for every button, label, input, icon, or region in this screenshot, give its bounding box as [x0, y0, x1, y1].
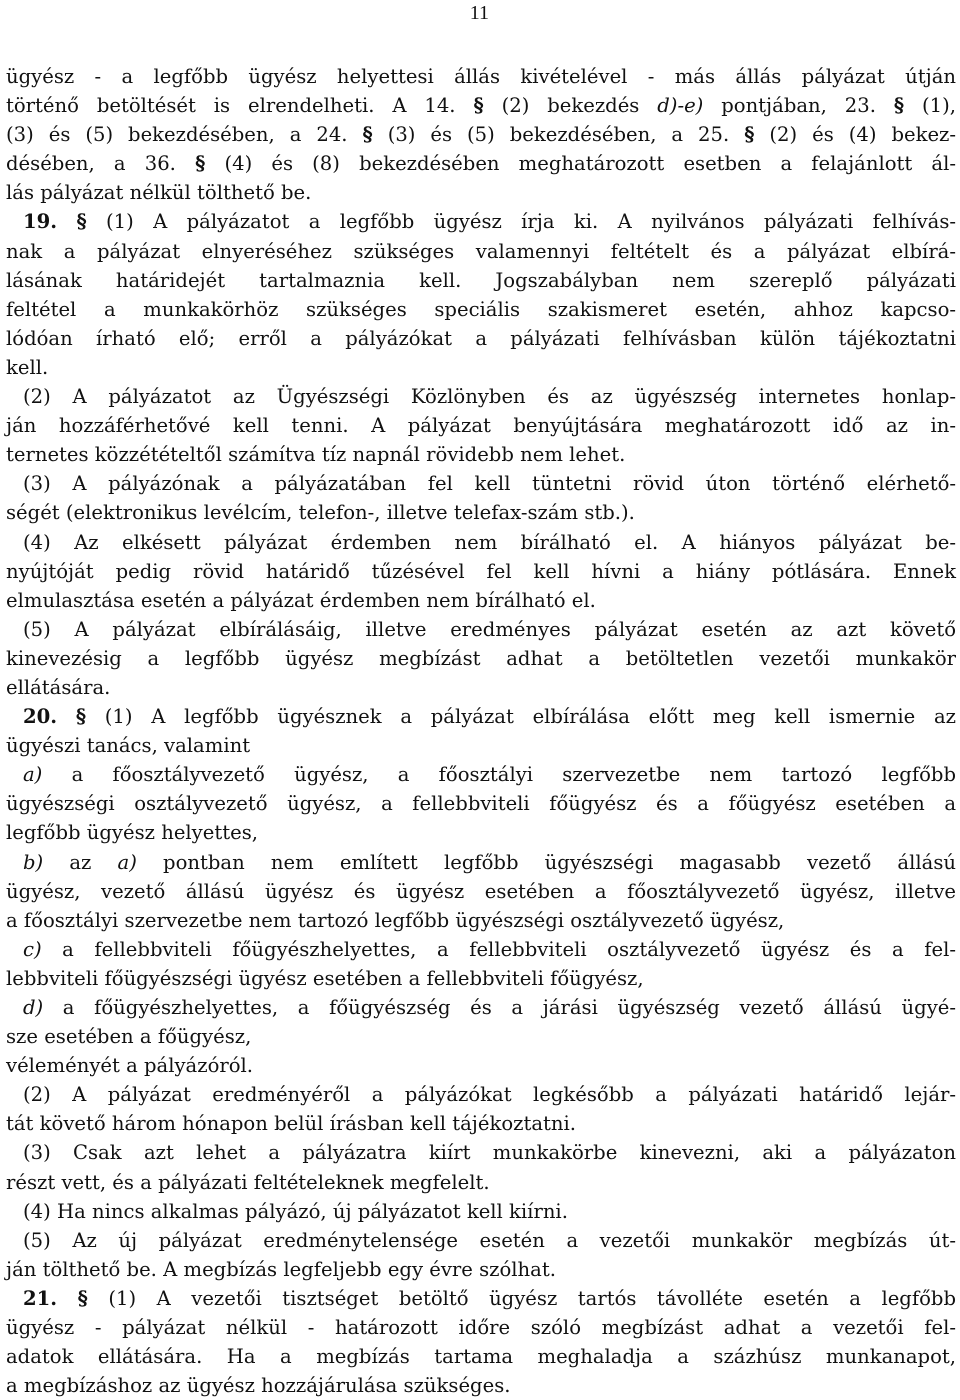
text-run: a fellebbviteli főügyészhelyettes, a fellebbviteli osztályvezető ügyész és a fel- — [41, 937, 956, 961]
text-run: lebbviteli főügyészségi ügyész esetében a fellebbviteli főügyész, — [6, 966, 644, 990]
text-run: (4) Ha nincs alkalmas pályázó, új pályázatot kell kiírni. — [23, 1199, 568, 1223]
text-run — [57, 705, 76, 728]
text-run: (3) A pályázónak a pályázatában fel kell tüntetni rövid úton történő elérhető- — [23, 472, 956, 496]
text-line — [6, 993, 956, 1022]
text-run: (1) A vezetői tisztséget betöltő ügyész tartós távolléte esetén a legfőbb — [87, 1286, 956, 1310]
text-line — [6, 62, 956, 91]
text-line — [6, 91, 956, 120]
text-line — [6, 469, 956, 498]
italic-point-label: a) — [23, 763, 43, 787]
section-sign: § — [75, 705, 87, 729]
italic-point-label: d) — [23, 996, 44, 1019]
text-run: ügyész - pályázat nélkül - határozott időre szóló megbízást adhat a vezetői fel- — [6, 1316, 956, 1340]
italic-point-label: a) — [117, 850, 137, 874]
text-run: nyújtóját pedig rövid határidő tűzésével fel kell hívni a hiány pótlására. Ennek — [6, 559, 956, 583]
text-run: ügyészségi osztályvezető ügyész, a fellebbviteli főügyész és a főügyész esetében a — [6, 792, 956, 816]
italic-point-label: b) — [23, 850, 44, 874]
text-line — [6, 207, 956, 236]
section-number: 21. — [23, 1286, 58, 1310]
text-run: (1) A pályázatot a legfőbb ügyész írja ki. A nyilvános pályázati felhívás- — [86, 210, 956, 234]
text-line — [6, 557, 956, 586]
text-line — [6, 731, 956, 760]
text-line — [6, 906, 956, 935]
text-run: (2) A pályázatot az Ügyészségi Közlönyben és az ügyészség internetes honlap- — [23, 385, 956, 409]
italic-point-label: d)-e) — [657, 94, 704, 118]
text-run: (1), — [904, 94, 956, 118]
text-line — [6, 382, 956, 411]
text-run: lásának határidejét tartalmaznia kell. Jogszabályban nem szereplő pályázati — [6, 268, 956, 292]
text-line — [6, 1284, 956, 1313]
text-run: tát követő három hónapon belül írásban kell tájékoztatni. — [6, 1112, 577, 1136]
text-run: ellátására. — [6, 675, 111, 699]
text-run: pontban nem említett legfőbb ügyészségi magasabb vezető állású — [136, 850, 956, 874]
text-line — [6, 964, 956, 993]
section-number: 19. — [23, 210, 58, 234]
text-line — [6, 935, 956, 964]
section-sign: § — [76, 210, 87, 234]
text-line — [6, 440, 956, 469]
text-run: legfőbb ügyész helyettes, — [6, 821, 258, 845]
text-line — [6, 498, 956, 527]
text-run: adatok ellátására. Ha a megbízás tartama meghaladja a százhúsz munkanapot, — [6, 1345, 956, 1369]
document-body — [6, 62, 956, 1400]
section-sign: § — [195, 152, 206, 176]
text-run: (1) A legfőbb ügyésznek a pályázat elbírálása előtt meg kell ismernie az — [86, 705, 956, 729]
text-line — [6, 789, 956, 818]
text-run: történő betöltését is elrendelheti. A 14. — [6, 94, 474, 118]
text-run: (2) A pályázat eredményéről a pályázókat legkésőbb a pályázati határidő lejár- — [23, 1083, 956, 1107]
text-line — [6, 644, 956, 673]
text-line — [6, 1371, 956, 1400]
text-line — [6, 120, 956, 149]
text-line — [6, 818, 956, 847]
text-run: (3) és (5) bekezdésében, a 24. — [6, 123, 363, 147]
text-run: nak a pályázat elnyeréséhez szükséges valamennyi feltételt és a pályázat elbírá- — [6, 239, 956, 263]
text-line — [6, 877, 956, 906]
section-sign: § — [362, 123, 373, 147]
text-run: lódóan írható elő; erről a pályázókat a pályázati felhívásban külön tájékoztatni — [6, 326, 956, 350]
text-line — [6, 1342, 956, 1371]
text-line — [6, 237, 956, 266]
text-run: ügyészi tanács, valamint — [6, 734, 251, 758]
text-run: (3) Csak azt lehet a pályázatra kiírt munkakörbe kinevezni, aki a pályázaton — [23, 1141, 956, 1165]
text-run: lás pályázat nélkül tölthető be. — [6, 181, 312, 205]
text-line — [6, 1109, 956, 1138]
section-sign: § — [744, 123, 755, 147]
text-run: a főosztályi szervezetbe nem tartozó legfőbb ügyészségi osztályvezető ügyész, — [6, 908, 785, 932]
text-line — [6, 1313, 956, 1342]
text-line — [6, 1255, 956, 1284]
text-run: (2) és (4) bekez- — [754, 123, 956, 147]
text-run: részt vett, és a pályázati feltételeknek megfelelt. — [6, 1170, 490, 1194]
text-run: (5) A pályázat elbírálásáig, illetve eredményes pályázat esetén az azt követő — [23, 617, 956, 641]
text-line — [6, 324, 956, 353]
text-line — [6, 266, 956, 295]
text-run: ügyész - a legfőbb ügyész helyettesi állás kivételével - más állás pályázat útján — [6, 65, 956, 88]
text-run: kinevezésig a legfőbb ügyész megbízást adhat a betöltetlen vezetői munkakör — [6, 646, 956, 670]
text-line — [6, 1226, 956, 1255]
text-run: (5) Az új pályázat eredménytelensége esetén a vezetői munkakör megbízás út- — [23, 1228, 956, 1252]
text-run: ján tölthető be. A megbízás legfeljebb egy évre szólhat. — [6, 1257, 556, 1281]
text-run: a főosztályvezető ügyész, a főosztályi szervezetbe nem tartozó legfőbb — [42, 763, 956, 787]
text-run — [57, 1287, 78, 1310]
text-line — [6, 411, 956, 440]
text-run: sze esetében a főügyész, — [6, 1025, 252, 1049]
page-number: 11 — [469, 2, 489, 24]
text-line — [6, 178, 956, 207]
text-run: pontjában, 23. — [703, 94, 894, 118]
text-line — [6, 673, 956, 702]
text-line — [6, 1138, 956, 1167]
text-run: ügyész, vezető állású ügyész és ügyész esetében a főosztályvezető ügyész, illetve — [6, 879, 956, 903]
text-run: a főügyészhelyettes, a főügyészség és a járási ügyészség vezető állású ügyé- — [43, 996, 956, 1019]
text-run: az — [43, 850, 118, 874]
text-run: ternetes közzétételtől számítva tíz napnál rövidebb nem lehet. — [6, 443, 626, 467]
text-run: feltétel a munkakörhöz szükséges speciális szakismeret esetén, ahhoz kapcso- — [6, 297, 956, 321]
text-line — [6, 848, 956, 877]
section-sign: § — [473, 94, 484, 118]
text-line — [6, 702, 956, 731]
text-line — [6, 1197, 956, 1226]
section-sign: § — [893, 94, 905, 118]
text-run: (4) és (8) bekezdésében meghatározott esetben a felajánlott ál- — [205, 152, 956, 176]
text-run: (3) és (5) bekezdésében, a 25. — [372, 123, 745, 147]
text-line — [6, 1022, 956, 1051]
text-run: désében, a 36. — [6, 152, 196, 176]
text-line — [6, 615, 956, 644]
text-run: a megbízáshoz az ügyész hozzájárulása szükséges. — [6, 1374, 511, 1398]
text-run: ján hozzáférhetővé kell tenni. A pályázat benyújtására meghatározott idő az in- — [6, 414, 956, 438]
text-line — [6, 149, 956, 178]
text-line — [6, 1051, 956, 1080]
text-line — [6, 528, 956, 557]
text-run: ségét (elektronikus levélcím, telefon-, illetve telefax-szám stb.). — [6, 501, 635, 525]
text-line — [6, 760, 956, 789]
text-run: (2) bekezdés — [483, 94, 658, 118]
text-run: (4) Az elkésett pályázat érdemben nem bírálható el. A hiányos pályázat be- — [23, 530, 956, 554]
text-line — [6, 1080, 956, 1109]
text-line — [6, 1168, 956, 1197]
section-sign: § — [77, 1286, 88, 1310]
text-run: véleményét a pályázóról. — [6, 1054, 254, 1078]
text-run: elmulasztása esetén a pályázat érdemben nem bírálható el. — [6, 588, 596, 612]
text-run — [57, 210, 76, 233]
text-run: kell. — [6, 355, 49, 379]
italic-point-label: c) — [23, 937, 42, 961]
text-line — [6, 353, 956, 382]
text-line — [6, 586, 956, 615]
section-number: 20. — [23, 705, 58, 729]
text-line — [6, 295, 956, 324]
